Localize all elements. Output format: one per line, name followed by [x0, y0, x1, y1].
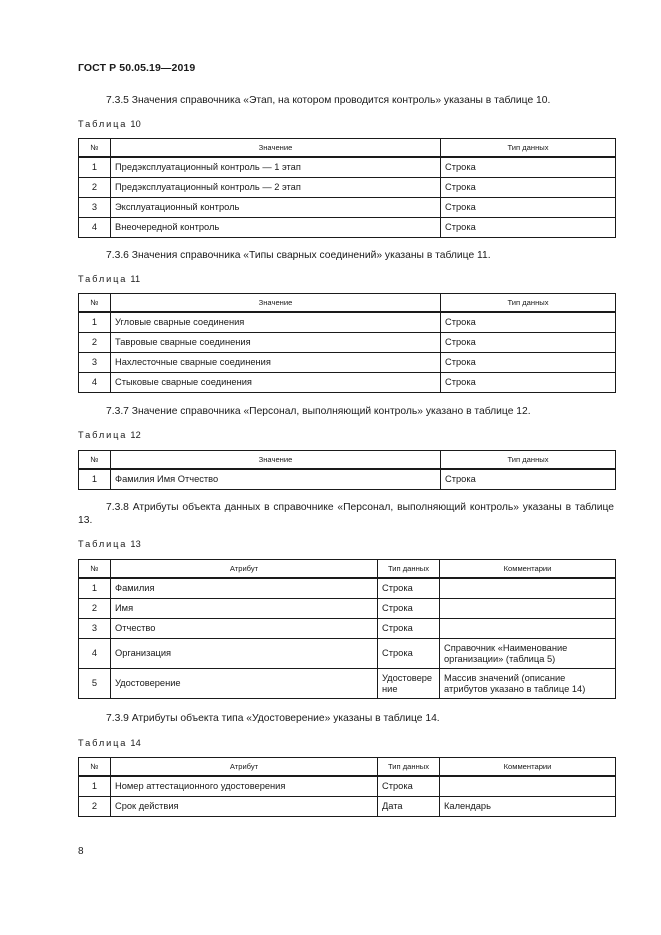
- cell-comment: [440, 578, 616, 599]
- table-10-caption: [78, 119, 141, 129]
- cell-value: Предэксплуатационный контроль — 2 этап: [111, 178, 441, 198]
- table-12-caption: [78, 430, 141, 440]
- table-row: [79, 333, 616, 353]
- cell-attribute: Фамилия: [111, 578, 378, 599]
- table-number: 13: [130, 539, 141, 549]
- col-header-num: №: [79, 758, 111, 777]
- table-row: [79, 353, 616, 373]
- table-row: [79, 469, 616, 490]
- cell-num: 4: [79, 373, 111, 393]
- table-word: Таблица: [78, 539, 128, 549]
- cell-num: 1: [79, 312, 111, 333]
- cell-value: Внеочередной контроль: [111, 218, 441, 238]
- table-row: [79, 776, 616, 797]
- cell-value: Угловые сварные соединения: [111, 312, 441, 333]
- cell-type: Строка: [441, 333, 616, 353]
- cell-attribute: Срок действия: [111, 797, 378, 817]
- col-header-num: №: [79, 451, 111, 470]
- cell-value: Предэксплуатационный контроль — 1 этап: [111, 157, 441, 178]
- table-row: [79, 797, 616, 817]
- cell-num: 2: [79, 797, 111, 817]
- table-14-caption: [78, 738, 141, 748]
- cell-type: Строка: [441, 353, 616, 373]
- col-header-value: Значение: [111, 294, 441, 313]
- cell-num: 4: [79, 218, 111, 238]
- cell-num: 1: [79, 776, 111, 797]
- table-14: [78, 757, 616, 817]
- table-row: [79, 373, 616, 393]
- col-header-attribute: Атрибут: [111, 758, 378, 777]
- cell-type: Строка: [378, 639, 440, 669]
- cell-value: Нахлесточные сварные соединения: [111, 353, 441, 373]
- table-row: [79, 639, 616, 669]
- paragraph-7-3-6: 7.3.6 Значения справочника «Типы сварных соединений» указаны в таблице 11.: [106, 250, 491, 261]
- table-10: [78, 138, 616, 238]
- cell-type: Строка: [378, 599, 440, 619]
- paragraph-7-3-8: 7.3.8 Атрибуты объекта данных в справочнике «Персонал, выполняющий контроль» указаны в таблице 13.: [78, 502, 614, 526]
- cell-comment: [440, 619, 616, 639]
- table-word: Таблица: [78, 274, 128, 284]
- table-row: [79, 178, 616, 198]
- cell-comment: Массив значений (описание атрибутов указано в таблице 14): [440, 669, 616, 699]
- table-row: [79, 578, 616, 599]
- cell-type: Строка: [441, 178, 616, 198]
- paragraph-7-3-9: 7.3.9 Атрибуты объекта типа «Удостоверение» указаны в таблице 14.: [106, 713, 440, 724]
- cell-num: 3: [79, 619, 111, 639]
- col-header-comments: Комментарии: [440, 758, 616, 777]
- cell-type: Дата: [378, 797, 440, 817]
- cell-type: Строка: [441, 469, 616, 490]
- cell-attribute: Организация: [111, 639, 378, 669]
- cell-num: 3: [79, 198, 111, 218]
- table-12: [78, 450, 616, 490]
- table-13: [78, 559, 616, 699]
- cell-type: Строка: [441, 198, 616, 218]
- table-word: Таблица: [78, 738, 128, 748]
- table-row: [79, 599, 616, 619]
- table-number: 14: [130, 738, 141, 748]
- cell-type: Удостоверение: [378, 669, 440, 699]
- cell-num: 2: [79, 599, 111, 619]
- cell-num: 2: [79, 333, 111, 353]
- col-header-type: Тип данных: [441, 294, 616, 313]
- cell-type: Строка: [441, 373, 616, 393]
- cell-num: 5: [79, 669, 111, 699]
- cell-value: Тавровые сварные соединения: [111, 333, 441, 353]
- cell-comment: Справочник «Наименование организации» (таблица 5): [440, 639, 616, 669]
- table-number: 11: [130, 274, 141, 284]
- col-header-type: Тип данных: [441, 451, 616, 470]
- col-header-value: Значение: [111, 139, 441, 158]
- cell-attribute: Отчество: [111, 619, 378, 639]
- cell-comment: [440, 599, 616, 619]
- table-number: 12: [130, 430, 141, 440]
- cell-num: 1: [79, 578, 111, 599]
- table-13-caption: [78, 539, 141, 549]
- cell-num: 2: [79, 178, 111, 198]
- table-word: Таблица: [78, 119, 128, 129]
- table-11-caption: [78, 274, 140, 284]
- cell-type: Строка: [378, 578, 440, 599]
- cell-value: Эксплуатационный контроль: [111, 198, 441, 218]
- col-header-value: Значение: [111, 451, 441, 470]
- table-word: Таблица: [78, 430, 128, 440]
- table-number: 10: [130, 119, 141, 129]
- cell-comment: [440, 776, 616, 797]
- col-header-comments: Комментарии: [440, 560, 616, 579]
- cell-attribute: Имя: [111, 599, 378, 619]
- cell-type: Строка: [441, 218, 616, 238]
- col-header-type: Тип данных: [378, 758, 440, 777]
- col-header-num: №: [79, 294, 111, 313]
- cell-type: Строка: [441, 157, 616, 178]
- table-row: [79, 157, 616, 178]
- paragraph-7-3-5: 7.3.5 Значения справочника «Этап, на котором проводится контроль» указаны в таблице 10.: [106, 95, 551, 106]
- cell-value: Стыковые сварные соединения: [111, 373, 441, 393]
- col-header-num: №: [79, 139, 111, 158]
- cell-value: Фамилия Имя Отчество: [111, 469, 441, 490]
- cell-num: 1: [79, 469, 111, 490]
- cell-type: Строка: [378, 776, 440, 797]
- table-row: [79, 669, 616, 699]
- table-11: [78, 293, 616, 393]
- cell-comment: Календарь: [440, 797, 616, 817]
- cell-attribute: Удостоверение: [111, 669, 378, 699]
- col-header-type: Тип данных: [378, 560, 440, 579]
- col-header-num: №: [79, 560, 111, 579]
- cell-num: 4: [79, 639, 111, 669]
- paragraph-7-3-7: 7.3.7 Значение справочника «Персонал, выполняющий контроль» указано в таблице 12.: [106, 406, 531, 417]
- col-header-attribute: Атрибут: [111, 560, 378, 579]
- table-row: [79, 312, 616, 333]
- cell-type: Строка: [441, 312, 616, 333]
- table-row: [79, 198, 616, 218]
- cell-num: 3: [79, 353, 111, 373]
- table-row: [79, 218, 616, 238]
- col-header-type: Тип данных: [441, 139, 616, 158]
- cell-num: 1: [79, 157, 111, 178]
- table-row: [79, 619, 616, 639]
- cell-type: Строка: [378, 619, 440, 639]
- page-number: 8: [78, 846, 84, 857]
- cell-attribute: Номер аттестационного удостоверения: [111, 776, 378, 797]
- document-header: ГОСТ Р 50.05.19—2019: [78, 62, 196, 74]
